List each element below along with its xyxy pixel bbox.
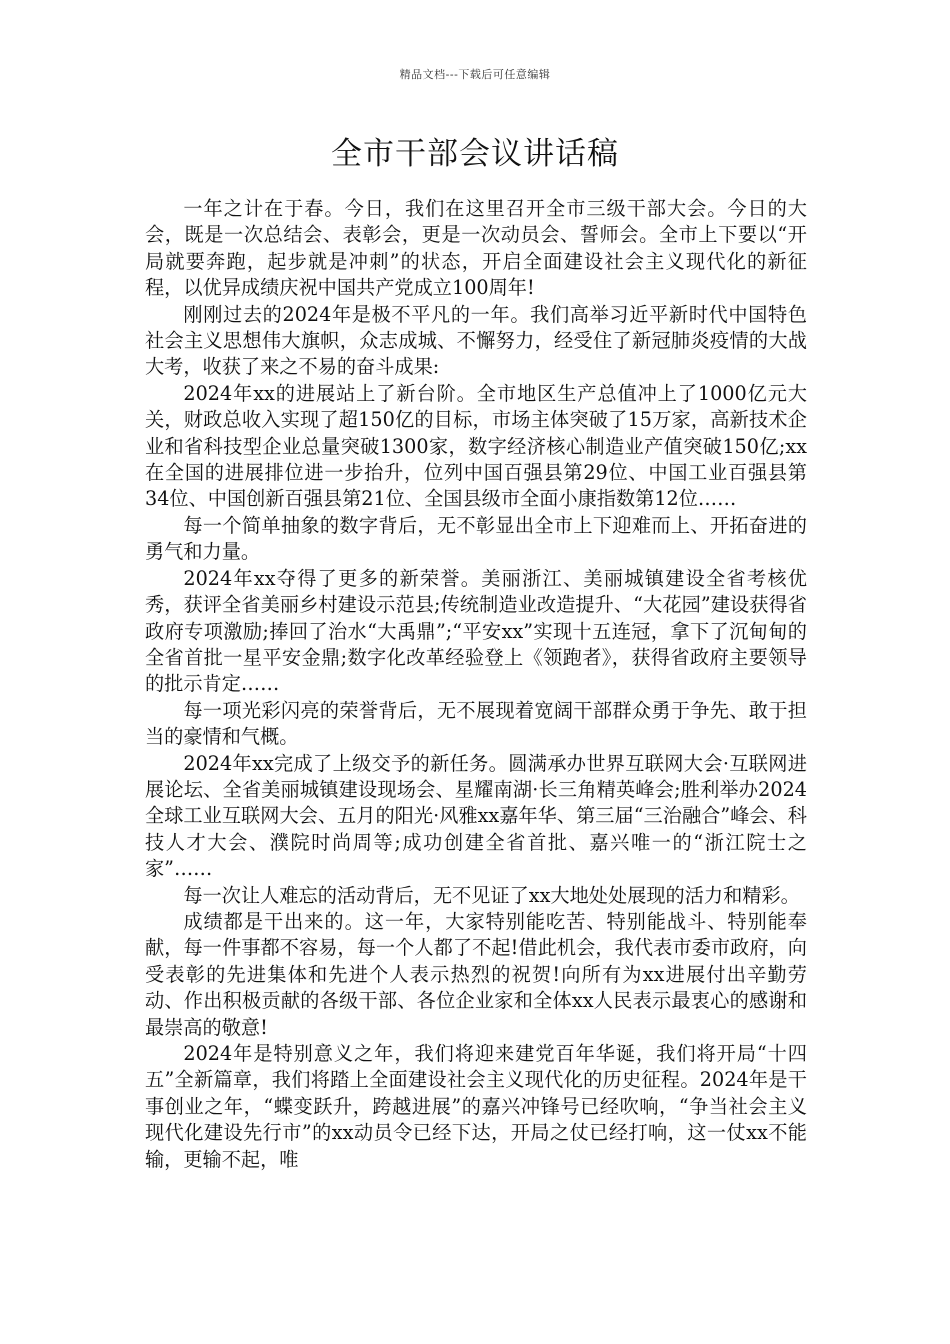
paragraph: 2024年xx完成了上级交予的新任务。圆满承办世界互联网大会·互联网进展论坛、全省美丽城镇建设现场会、星耀南湖·长三角精英峰会;胜利举办2024全球工业互联网大会、五月的阳光·风雅xx嘉年华、第三届“三治融合”峰会、科技人才大会、濮院时尚周等;成功创建全省首批、嘉兴唯一的“浙江院士之家”…… [145, 751, 807, 881]
document-body [145, 196, 807, 1173]
header-note: 精品文档---下载后可任意编辑 [399, 68, 551, 81]
paragraph: 2024年是特别意义之年，我们将迎来建党百年华诞，我们将开局“十四五”全新篇章，我们将踏上全面建设社会主义现代化的历史征程。2024年是干事创业之年，“蝶变跃升，跨越进展”的嘉兴冲锋号已经吹响，“争当社会主义现代化建设先行市”的xx动员令已经下达，开局之仗已经打响，这一仗xx不能输，更输不起，唯 [145, 1042, 807, 1171]
paragraph: 2024年xx夺得了更多的新荣誉。美丽浙江、美丽城镇建设全省考核优秀，获评全省美丽乡村建设示范县;传统制造业改造提升、“大花园”建设获得省政府专项激励;捧回了治水“大禹鼎”;“平安xx”实现十五连冠，拿下了沉甸甸的全省首批一星平安金鼎;数字化改革经验登上《领跑者》，获得省政府主要领导的批示肯定…… [145, 566, 807, 696]
paragraph: 每一项光彩闪亮的荣誉背后，无不展现着宽阔干部群众勇于争先、敢于担当的豪情和气概。 [145, 698, 807, 749]
paragraph: 每一个简单抽象的数字背后，无不彰显出全市上下迎难而上、开拓奋进的勇气和力量。 [145, 513, 807, 564]
paragraph: 成绩都是干出来的。这一年，大家特别能吃苦、特别能战斗、特别能奉献，每一件事都不容易，每一个人都了不起!借此机会，我代表市委市政府，向受表彰的先进集体和先进个人表示热烈的祝贺!向所有为xx进展付出辛勤劳动、作出积极贡献的各级干部、各位企业家和全体xx人民表示最衷心的感谢和最崇高的敬意! [145, 909, 807, 1039]
paragraph: 2024年xx的进展站上了新台阶。全市地区生产总值冲上了1000亿元大关，财政总收入实现了超150亿的目标，市场主体突破了15万家，高新技术企业和省科技型企业总量突破1300家，数字经济核心制造业产值突破150亿;xx在全国的进展排位进一步抬升，位列中国百强县第29位、中国工业百强县第34位、中国创新百强县第21位、全国县级市全面小康指数第12位…… [145, 381, 807, 511]
paragraph: 一年之计在于春。今日，我们在这里召开全市三级干部大会。今日的大会，既是一次总结会、表彰会，更是一次动员会、誓师会。全市上下要以“开局就要奔跑，起步就是冲刺”的状态，开启全面建设社会主义现代化的新征程，以优异成绩庆祝中国共产党成立100周年! [145, 197, 807, 300]
paragraph: 刚刚过去的2024年是极不平凡的一年。我们高举习近平新时代中国特色社会主义思想伟大旗帜，众志成城、不懈努力，经受住了新冠肺炎疫情的大战大考，收获了来之不易的奋斗成果: [145, 302, 807, 379]
document-title: 全市干部会议讲话稿 [331, 136, 619, 172]
paragraph: 每一次让人难忘的活动背后，无不见证了xx大地处处展现的活力和精彩。 [183, 883, 800, 907]
